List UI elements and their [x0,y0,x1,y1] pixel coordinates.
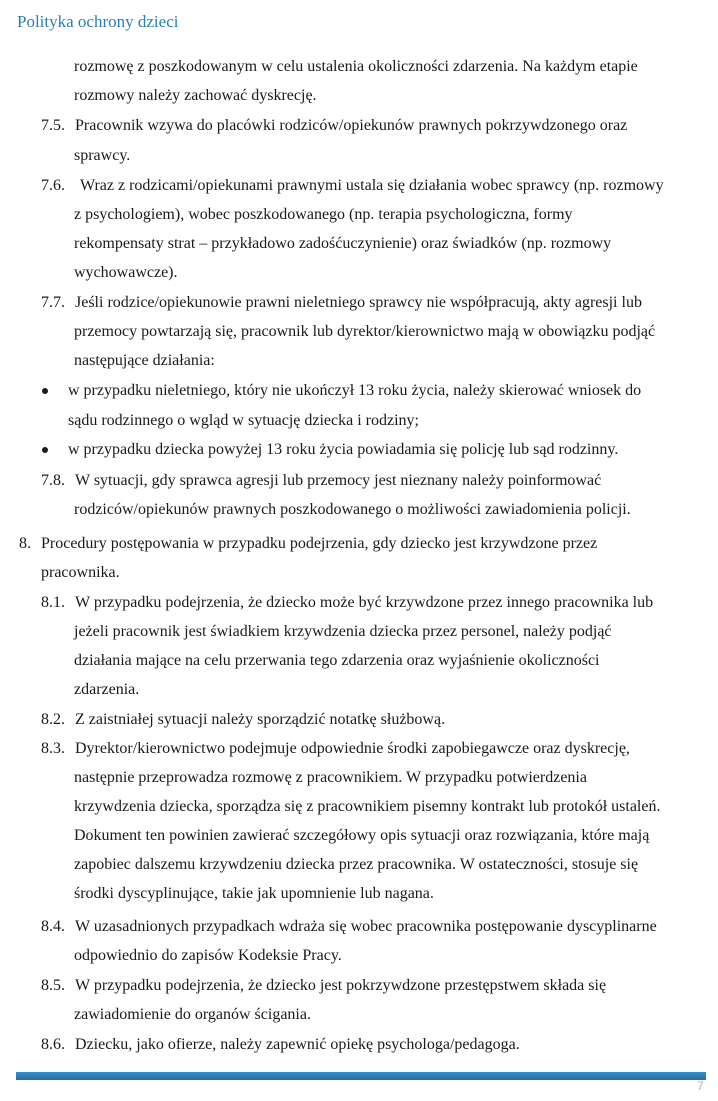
paragraph-line: jeżeli pracownik jest świadkiem krzywdzenia dziecka przez personel, należy podjąć [74,623,612,640]
paragraph-line: rozmowę z poszkodowanym w celu ustalenia okoliczności zdarzenia. Na każdym etapie [74,58,638,75]
item-number-7-6: 7.6. [41,177,65,194]
paragraph-line: Jeśli rodzice/opiekunowie prawni nieletniego sprawcy nie współpracują, akty agresji lub [75,294,642,311]
paragraph-line: W sytuacji, gdy sprawca agresji lub przemocy jest nieznany należy poinformować [75,472,602,489]
paragraph-line: rozmowy należy zachować dyskrecję. [74,87,317,104]
item-number-8-1: 8.1. [41,594,65,611]
item-number-7-7: 7.7. [41,294,65,311]
paragraph-line: krzywdzenia dziecka, sporządza się z pracownikiem pisemny kontrakt lub protokół ustaleń. [74,798,661,815]
bullet-line: sądu rodzinnego o wgląd w sytuację dziecka i rodziny; [68,412,419,429]
paragraph-line: W przypadku podejrzenia, że dziecko może być krzywdzone przez innego pracownika lub [75,594,654,611]
section-heading-line: pracownika. [41,564,120,581]
paragraph-line: działania mające na celu przerwania tego zdarzenia oraz wyjaśnienie okoliczności [74,652,600,669]
footer-divider-bar [16,1072,706,1080]
paragraph-line: wychowawcze). [74,264,178,281]
paragraph-line: przemocy powtarzają się, pracownik lub dyrektor/kierownictwo mają w obowiązku podjąć [74,323,656,340]
item-number-8-2: 8.2. [41,711,65,728]
item-number-7-8: 7.8. [41,472,65,489]
item-number-7-5: 7.5. [41,117,65,134]
section-number-8: 8. [19,535,31,552]
paragraph-line: Dokument ten powinien zawierać szczegółowy opis sytuacji oraz rozwiązania, które mają [74,827,650,844]
bullet-icon [42,447,48,453]
paragraph-line: W uzasadnionych przypadkach wdraża się wobec pracownika postępowanie dyscyplinarne [75,918,657,935]
item-number-8-5: 8.5. [41,977,65,994]
paragraph-line: środki dyscyplinujące, takie jak upomnienie lub nagana. [74,885,434,902]
paragraph-line: Pracownik wzywa do placówki rodziców/opiekunów prawnych pokrzywdzonego oraz [75,117,628,134]
paragraph-line: zapobiec dalszemu krzywdzeniu dziecka przez pracownika. W ostateczności, stosuje się [74,856,639,873]
page-number: 7 [697,1079,704,1093]
page-header-title: Polityka ochrony dzieci [17,12,179,31]
item-number-8-4: 8.4. [41,918,65,935]
paragraph-line: W przypadku podejrzenia, że dziecko jest pokrzywdzone przestępstwem składa się [75,977,607,994]
paragraph-line: z psychologiem), wobec poszkodowanego (np. terapia psychologiczna, formy [74,206,573,223]
paragraph-line: zdarzenia. [74,681,140,698]
paragraph-line: Dziecku, jako ofierze, należy zapewnić opiekę psychologa/pedagoga. [75,1036,520,1053]
paragraph-line: sprawcy. [74,147,131,164]
paragraph-line: następnie przeprowadza rozmowę z pracownikiem. W przypadku potwierdzenia [74,769,587,786]
paragraph-line: rekompensaty strat – przykładowo zadośćuczynienie) oraz świadków (np. rozmowy [74,235,612,252]
paragraph-line: Dyrektor/kierownictwo podejmuje odpowiednie środki zapobiegawcze oraz dyskrecję, [75,740,630,757]
item-number-8-3: 8.3. [41,740,65,757]
paragraph-line: Wraz z rodzicami/opiekunami prawnymi ustala się działania wobec sprawcy (np. rozmowy [80,177,664,194]
bullet-line: w przypadku dziecka powyżej 13 roku życia powiadamia się policję lub sąd rodzinny. [68,441,619,458]
paragraph-line: rodziców/opiekunów prawnych poszkodowanego o możliwości zawiadomienia policji. [74,501,631,518]
bullet-line: w przypadku nieletniego, który nie ukończył 13 roku życia, należy skierować wniosek do [68,382,642,399]
bullet-icon [42,388,48,394]
paragraph-line: zawiadomienie do organów ścigania. [74,1006,311,1023]
item-number-8-6: 8.6. [41,1036,65,1053]
paragraph-line: następujące działania: [74,352,215,369]
section-heading-line: Procedury postępowania w przypadku podejrzenia, gdy dziecko jest krzywdzone przez [41,535,598,552]
paragraph-line: odpowiednio do zapisów Kodeksie Pracy. [74,947,342,964]
paragraph-line: Z zaistniałej sytuacji należy sporządzić notatkę służbową. [75,711,446,728]
